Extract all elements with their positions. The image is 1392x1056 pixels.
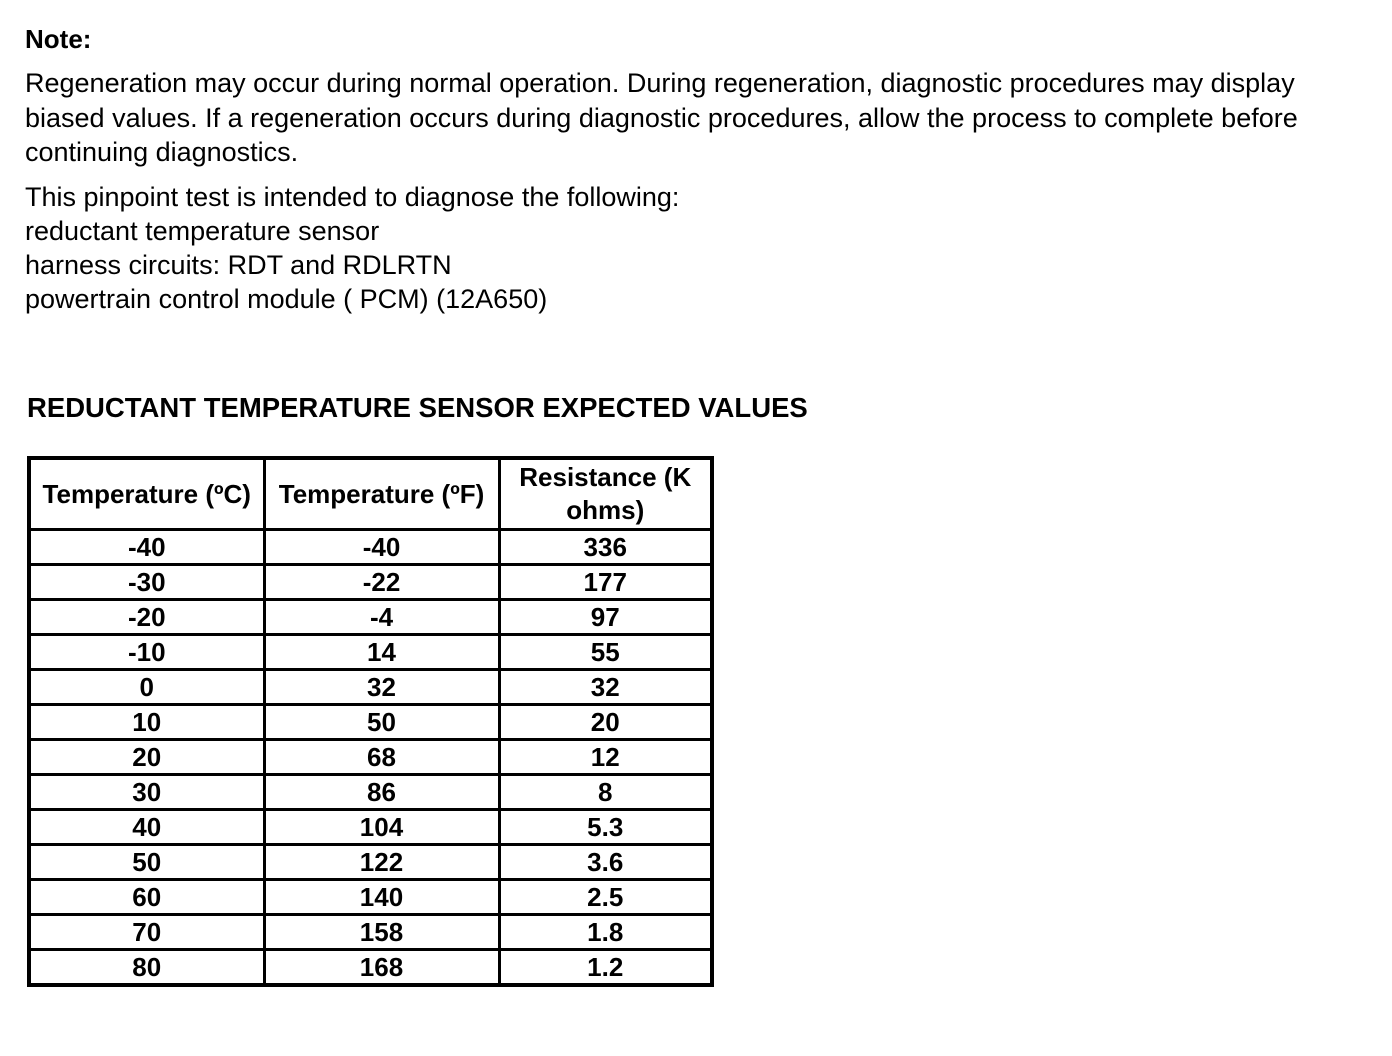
note-body: Regeneration may occur during normal operation. During regeneration, diagnostic procedures may display biased values. If a regeneration occurs during diagnostic procedures, allow the process to complete before continuing diagnostics. <box>25 68 1298 167</box>
intro-line: reductant temperature sensor <box>25 216 380 246</box>
cell-temperature-f: 140 <box>264 880 499 915</box>
cell-temperature-c: 60 <box>29 880 264 915</box>
table-row <box>29 705 712 740</box>
cell-temperature-c: 40 <box>29 810 264 845</box>
cell-resistance: 3.6 <box>499 845 712 880</box>
table-row <box>29 775 712 810</box>
table-header-row <box>29 458 712 530</box>
table-row <box>29 915 712 950</box>
cell-temperature-f: 14 <box>264 635 499 670</box>
cell-resistance: 32 <box>499 670 712 705</box>
cell-temperature-c: 50 <box>29 845 264 880</box>
header-temperature-f: Temperature (ºF) <box>264 458 499 530</box>
cell-temperature-c: -20 <box>29 600 264 635</box>
table-row <box>29 740 712 775</box>
table-row <box>29 845 712 880</box>
cell-resistance: 8 <box>499 775 712 810</box>
table-row <box>29 810 712 845</box>
intro-line: powertrain control module ( PCM) (12A650) <box>25 284 548 314</box>
cell-resistance: 1.8 <box>499 915 712 950</box>
cell-resistance: 336 <box>499 530 712 565</box>
cell-temperature-c: -10 <box>29 635 264 670</box>
cell-temperature-c: -40 <box>29 530 264 565</box>
cell-temperature-f: -22 <box>264 565 499 600</box>
expected-values-table <box>27 456 714 987</box>
note-label: Note: <box>25 24 92 54</box>
cell-temperature-f: -40 <box>264 530 499 565</box>
cell-temperature-c: -30 <box>29 565 264 600</box>
cell-temperature-f: 158 <box>264 915 499 950</box>
cell-resistance: 2.5 <box>499 880 712 915</box>
header-temperature-c: Temperature (ºC) <box>29 458 264 530</box>
cell-resistance: 55 <box>499 635 712 670</box>
intro-line: harness circuits: RDT and RDLRTN <box>25 250 452 280</box>
cell-temperature-c: 30 <box>29 775 264 810</box>
cell-temperature-f: 122 <box>264 845 499 880</box>
cell-temperature-f: 32 <box>264 670 499 705</box>
cell-temperature-f: 104 <box>264 810 499 845</box>
cell-temperature-c: 20 <box>29 740 264 775</box>
cell-temperature-c: 0 <box>29 670 264 705</box>
cell-resistance: 97 <box>499 600 712 635</box>
cell-temperature-f: 50 <box>264 705 499 740</box>
cell-resistance: 20 <box>499 705 712 740</box>
cell-temperature-c: 10 <box>29 705 264 740</box>
table-row <box>29 635 712 670</box>
cell-temperature-c: 70 <box>29 915 264 950</box>
table-row <box>29 950 712 986</box>
cell-resistance: 177 <box>499 565 712 600</box>
table-row <box>29 880 712 915</box>
table-row <box>29 565 712 600</box>
header-resistance: Resistance (K ohms) <box>499 458 712 530</box>
cell-temperature-f: 86 <box>264 775 499 810</box>
intro-section <box>25 180 679 316</box>
table-title: REDUCTANT TEMPERATURE SENSOR EXPECTED VALUES <box>27 392 808 423</box>
intro-line: This pinpoint test is intended to diagnose the following: <box>25 182 680 212</box>
cell-temperature-f: 168 <box>264 950 499 986</box>
table-row <box>29 530 712 565</box>
cell-resistance: 12 <box>499 740 712 775</box>
table-row <box>29 600 712 635</box>
cell-temperature-f: -4 <box>264 600 499 635</box>
table-body <box>29 530 712 986</box>
cell-temperature-c: 80 <box>29 950 264 986</box>
cell-temperature-f: 68 <box>264 740 499 775</box>
cell-resistance: 1.2 <box>499 950 712 986</box>
table-row <box>29 670 712 705</box>
cell-resistance: 5.3 <box>499 810 712 845</box>
